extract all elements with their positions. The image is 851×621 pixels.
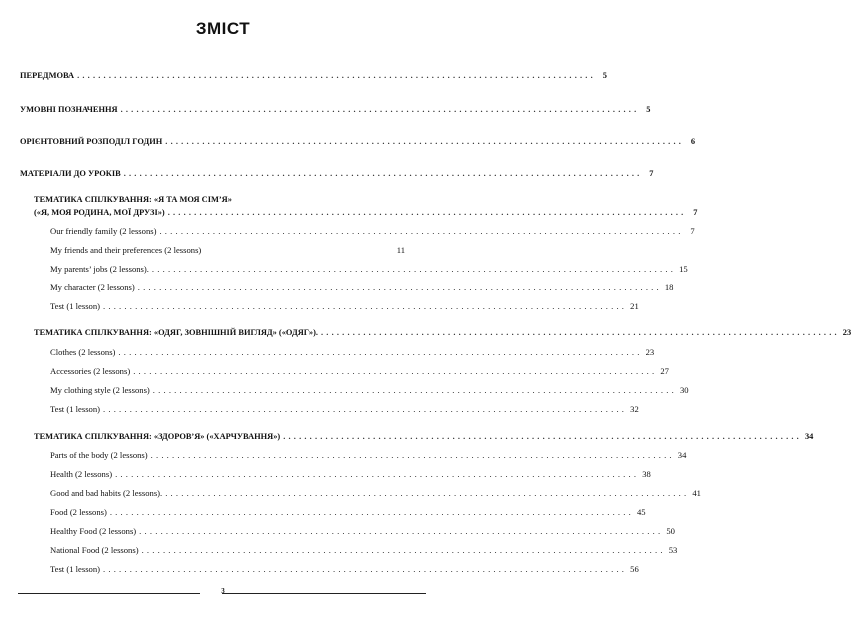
toc-entry-page: 7 bbox=[690, 226, 695, 236]
dot-leader: .................................................................................................. bbox=[137, 282, 662, 292]
toc-entry-title: Food (2 lessons) bbox=[50, 507, 107, 517]
toc-entry-title: ТЕМАТИКА СПІЛКУВАННЯ: «ЗДОРОВ’Я» («ХАРЧУВАННЯ») bbox=[34, 432, 281, 441]
toc-entry-page: 6 bbox=[690, 137, 696, 146]
toc-entry-page: 21 bbox=[630, 301, 639, 311]
toc-entry-title: National Food (2 lessons) bbox=[50, 545, 139, 555]
toc-entry-lesson[interactable] bbox=[50, 450, 687, 461]
dot-leader: .................................................................................................. bbox=[133, 366, 658, 376]
toc-entry-lesson[interactable] bbox=[50, 469, 651, 480]
toc-entry-lesson[interactable] bbox=[50, 385, 689, 396]
dot-leader: .................................................................................................. bbox=[151, 264, 677, 274]
toc-entry-page: 34 bbox=[804, 432, 814, 441]
toc-entry-page: 23 bbox=[842, 328, 851, 337]
toc-entry-title: Test (1 lesson) bbox=[50, 564, 100, 574]
toc-entry-lesson[interactable] bbox=[50, 488, 701, 499]
toc-entry-lesson[interactable] bbox=[50, 264, 688, 275]
toc-entry-page: 53 bbox=[668, 545, 678, 555]
toc-entry-page: 34 bbox=[677, 450, 687, 460]
dot-leader: .................................................................................................. bbox=[103, 301, 628, 311]
toc-entry-page: 5 bbox=[602, 71, 607, 80]
toc-entry-page: 45 bbox=[636, 507, 646, 517]
toc-entry-title: Our friendly family (2 lessons) bbox=[50, 226, 157, 236]
toc-entry-page: 38 bbox=[642, 469, 651, 479]
toc-entry-lesson[interactable] bbox=[50, 366, 669, 377]
dot-leader: .................................................................................................. bbox=[139, 526, 664, 536]
toc-entry-title: Health (2 lessons) bbox=[50, 469, 113, 479]
footer-page-number: 3 bbox=[221, 587, 225, 595]
toc-entry-topic-3[interactable] bbox=[34, 431, 814, 442]
toc-entry-title: My character (2 lessons) bbox=[50, 282, 135, 292]
toc-entry-title: My friends and their preferences (2 lessons) bbox=[50, 245, 202, 255]
dot-leader: .................................................................................................. bbox=[150, 450, 675, 460]
toc-entry-page: 56 bbox=[630, 564, 639, 574]
dot-leader: .................................................................................................. bbox=[159, 226, 684, 236]
toc-entry-title: Test (1 lesson) bbox=[50, 301, 100, 311]
dot-leader: .................................................................................................. bbox=[118, 347, 643, 357]
toc-entry-title: Accessories (2 lessons) bbox=[50, 366, 131, 376]
toc-entry-topic-2[interactable] bbox=[34, 327, 851, 338]
toc-entry-title: Good and bad habits (2 lessons). bbox=[50, 488, 163, 498]
toc-entry-page: 15 bbox=[679, 264, 688, 274]
toc-entry-page: 50 bbox=[666, 526, 675, 536]
toc-entry-page: 30 bbox=[679, 385, 689, 395]
toc-entry-title: («Я, МОЯ РОДИНА, МОЇ ДРУЗІ») bbox=[34, 208, 165, 217]
toc-entry-page: 7 bbox=[693, 208, 698, 217]
toc-entry-lesson[interactable] bbox=[50, 245, 405, 256]
toc-entry-title: УМОВНІ ПОЗНАЧЕННЯ bbox=[20, 105, 118, 114]
dot-leader: .................................................................................................. bbox=[165, 137, 685, 146]
toc-entry-page: 41 bbox=[692, 488, 701, 498]
toc-entry-title: Healthy Food (2 lessons) bbox=[50, 526, 137, 536]
toc-entry-title: ТЕМАТИКА СПІЛКУВАННЯ: «ОДЯГ, ЗОВНІШНІЙ ВИГЛЯД» («ОДЯГ»). bbox=[34, 328, 318, 337]
toc-entry-lesson[interactable] bbox=[50, 545, 678, 556]
dot-leader: .................................................................................................. bbox=[283, 432, 802, 441]
toc-entry-preface[interactable] bbox=[20, 70, 607, 81]
toc-entry-title: Test (1 lesson) bbox=[50, 404, 100, 414]
toc-entry-lesson[interactable] bbox=[50, 301, 639, 312]
toc-entry-title: My clothing style (2 lessons) bbox=[50, 385, 150, 395]
topic-1-title-line1[interactable]: ТЕМАТИКА СПІЛКУВАННЯ: «Я ТА МОЯ СІМ’Я» bbox=[34, 195, 232, 204]
toc-entry-lesson[interactable] bbox=[50, 564, 639, 575]
toc-entry-hours[interactable] bbox=[20, 136, 696, 147]
toc-entry-page: 23 bbox=[645, 347, 655, 357]
toc-entry-lesson[interactable] bbox=[50, 526, 675, 537]
dot-leader: .................................................................................................. bbox=[167, 208, 687, 217]
toc-entry-title: ОРІЄНТОВНИЙ РОЗПОДІЛ ГОДИН bbox=[20, 137, 163, 146]
toc-entry-page: 5 bbox=[646, 105, 651, 114]
dot-leader: .................................................................................................. bbox=[321, 328, 840, 337]
footer-rule-right bbox=[222, 593, 426, 594]
toc-entry-page: 27 bbox=[660, 366, 669, 376]
toc-entry-title: МАТЕРІАЛИ ДО УРОКІВ bbox=[20, 169, 121, 178]
toc-entry-lesson[interactable] bbox=[50, 404, 639, 415]
toc-entry-topic-1[interactable] bbox=[34, 207, 698, 218]
toc-entry-title: Parts of the body (2 lessons) bbox=[50, 450, 148, 460]
toc-entry-lesson[interactable] bbox=[50, 507, 646, 518]
dot-leader: .................................................................................................. bbox=[115, 469, 640, 479]
toc-entry-lesson[interactable] bbox=[50, 282, 674, 293]
toc-entry-title: My parents’ jobs (2 lessons). bbox=[50, 264, 149, 274]
dot-leader: .................................................................................................. bbox=[141, 545, 666, 555]
toc-entry-materials[interactable] bbox=[20, 168, 654, 179]
toc-entry-title: Clothes (2 lessons) bbox=[50, 347, 116, 357]
toc-entry-symbols[interactable] bbox=[20, 104, 651, 115]
page-title: ЗМІСТ bbox=[195, 19, 251, 38]
toc-entry-title: ПЕРЕДМОВА bbox=[20, 71, 75, 80]
toc-entry-lesson[interactable] bbox=[50, 347, 655, 358]
toc-entry-page: 32 bbox=[630, 404, 639, 414]
dot-leader: .................................................................................................. bbox=[165, 488, 690, 498]
dot-leader: .................................................................................................. bbox=[103, 404, 628, 414]
toc-entry-page: 7 bbox=[649, 169, 654, 178]
dot-leader: .................................................................................................. bbox=[103, 564, 628, 574]
dot-leader: .................................................................................................. bbox=[77, 71, 596, 80]
toc-entry-page: 18 bbox=[664, 282, 674, 292]
toc-entry-lesson[interactable] bbox=[50, 226, 695, 237]
toc-entry-page: 11 bbox=[396, 245, 405, 255]
dot-leader: .................................................................................................. bbox=[120, 105, 640, 114]
dot-leader: .................................................................................................. bbox=[152, 385, 677, 395]
dot-leader: .................................................................................................. bbox=[123, 169, 643, 178]
dot-leader: .................................................................................................. bbox=[109, 507, 634, 517]
